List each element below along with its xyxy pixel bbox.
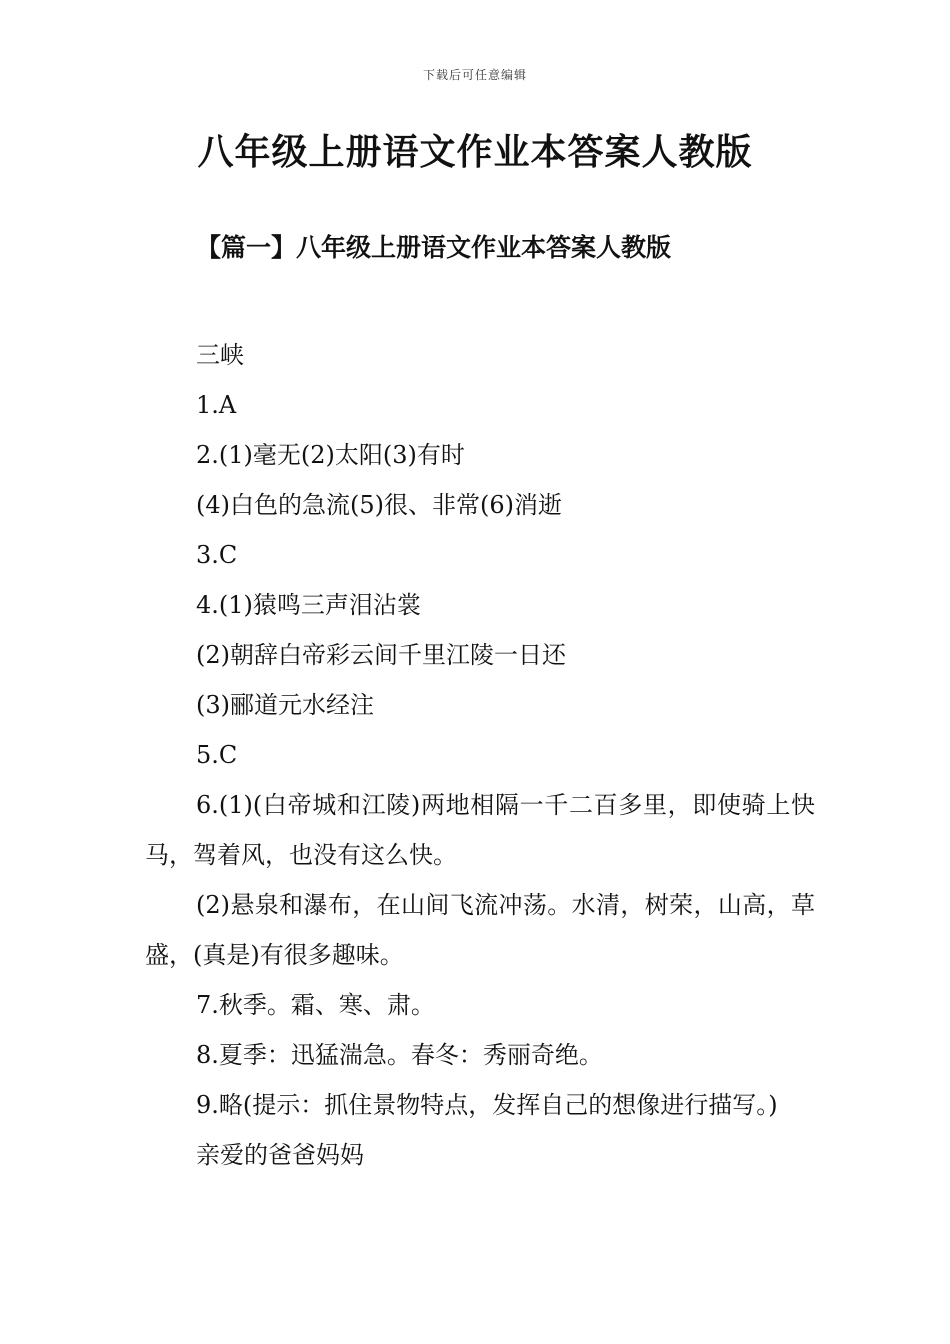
answer-paragraph: 9.略(提示：抓住景物特点，发挥自己的想像进行描写。) — [196, 1091, 778, 1119]
answer-line: (3)郦道元水经注 — [196, 691, 374, 719]
page-header-note: 下载后可任意编辑 — [422, 68, 527, 82]
answer-line: 5.C — [196, 741, 238, 769]
lesson-title: 亲爱的爸爸妈妈 — [196, 1141, 364, 1169]
document-title: 八年级上册语文作业本答案人教版 — [197, 131, 753, 173]
answer-paragraph: (2)悬泉和瀑布，在山间飞流冲荡。水清，树荣，山高，草盛，(真是)有很多趣味。 — [145, 891, 815, 969]
answer-line: 7.秋季。霜、寒、肃。 — [196, 991, 435, 1019]
lesson-title: 三峡 — [196, 341, 244, 369]
answer-line: (4)白色的急流(5)很、非常(6)消逝 — [196, 491, 562, 519]
answer-line: (2)朝辞白帝彩云间千里江陵一日还 — [196, 641, 566, 669]
document-body — [145, 330, 815, 1180]
section-heading: 【篇一】八年级上册语文作业本答案人教版 — [196, 233, 672, 262]
answer-line: 1.A — [196, 391, 237, 419]
answer-line: 2.(1)毫无(2)太阳(3)有时 — [196, 441, 465, 469]
answer-paragraph: 6.(1)(白帝城和江陵)两地相隔一千二百多里，即使骑上快马，驾着风，也没有这么快。 — [145, 791, 815, 869]
answer-line: 4.(1)猿鸣三声泪沾裳 — [196, 591, 421, 619]
answer-line: 3.C — [196, 541, 238, 569]
answer-line: 8.夏季：迅猛湍急。春冬：秀丽奇绝。 — [196, 1041, 603, 1069]
